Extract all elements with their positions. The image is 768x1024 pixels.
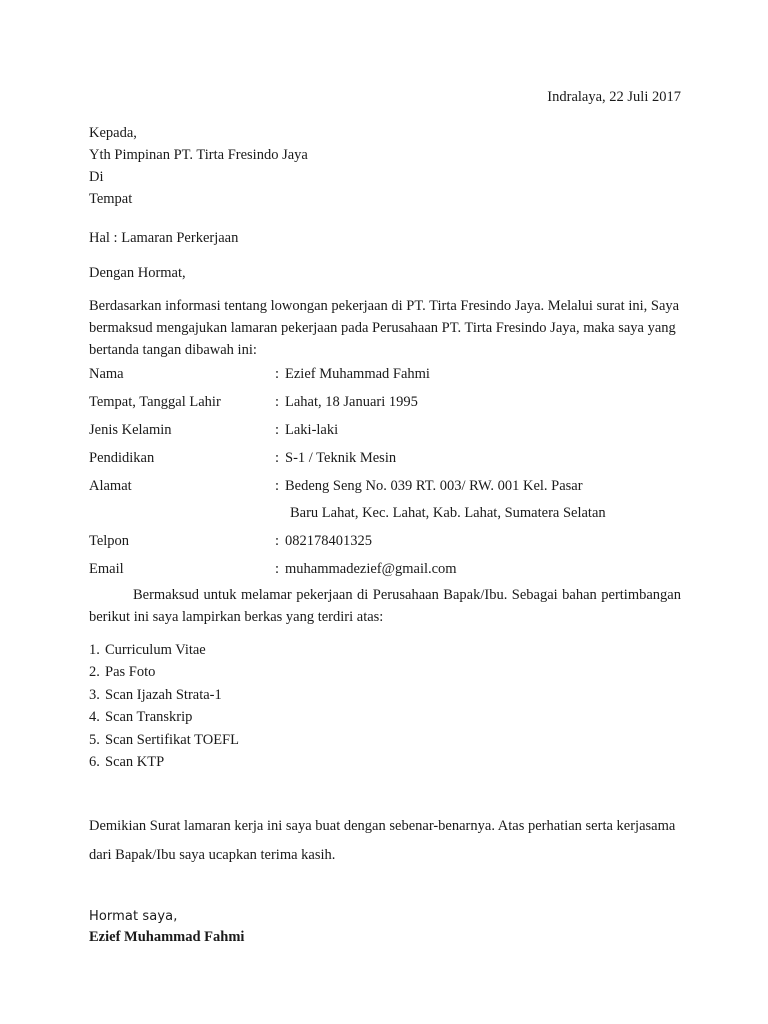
list-item-number: 1. — [89, 641, 100, 658]
list-item — [89, 706, 681, 728]
bio-label: Jenis Kelamin — [89, 421, 172, 438]
bio-label: Telpon — [89, 533, 130, 550]
recipient-block — [89, 122, 681, 210]
date-line: Indralaya, 22 Juli 2017 — [547, 89, 681, 105]
table-row — [89, 556, 681, 584]
purpose-paragraph — [89, 584, 681, 629]
intro-paragraph: Berdasarkan informasi tentang lowongan pekerjaan di PT. Tirta Fresindo Jaya. Melalui surat ini, Saya bermaksud mengajukan lamaran pekerjaan pada Perusahaan PT. Tirta Fresindo Jaya, maka saya yang bertanda tangan dibawah ini: — [89, 298, 680, 359]
bio-value: Laki-laki — [285, 421, 339, 438]
spacer-after-recipient — [89, 214, 681, 228]
spacer-before-signature — [89, 870, 681, 908]
list-item-label: Pas Foto — [105, 664, 156, 681]
list-item-label: Scan Sertifikat TOEFL — [105, 731, 239, 748]
bio-label: Nama — [89, 366, 124, 383]
bio-label: Email — [89, 561, 124, 578]
table-row — [89, 361, 681, 389]
recipient-line-2: Yth Pimpinan PT. Tirta Fresindo Jaya — [89, 146, 308, 163]
bio-value: S-1 / Teknik Mesin — [285, 449, 397, 466]
table-row — [89, 417, 681, 445]
bio-value: Lahat, 18 Januari 1995 — [285, 394, 418, 411]
bio-value: 082178401325 — [285, 533, 372, 550]
attachments-list — [89, 639, 681, 774]
list-item-number: 2. — [89, 664, 100, 681]
recipient-line-1: Kepada, — [89, 124, 137, 141]
applicant-details-table — [89, 361, 681, 584]
table-row — [89, 389, 681, 417]
address-line-1: Bedeng Seng No. 039 RT. 003/ RW. 001 Kel. Pasar — [285, 477, 583, 494]
address-line-2: Baru Lahat, Kec. Lahat, Kab. Lahat, Sumatera Selatan — [290, 505, 606, 522]
list-item-number: 6. — [89, 754, 100, 771]
bio-value: muhammadezief@gmail.com — [285, 561, 457, 578]
signature-regards: Hormat saya, — [89, 908, 178, 924]
list-item — [89, 684, 681, 706]
table-row — [89, 445, 681, 473]
subject-line: Hal : Lamaran Perkerjaan — [89, 229, 239, 246]
list-item — [89, 751, 681, 773]
table-row — [89, 528, 681, 556]
spacer-after-subject — [89, 249, 681, 263]
closing-paragraph: Demikian Surat lamaran kerja ini saya buat dengan sebenar-benarnya. Atas perhatian serta kerjasama dari Bapak/Ibu saya ucapkan terima kasih. — [89, 817, 676, 863]
bio-value — [285, 473, 681, 529]
bio-separator: : — [275, 449, 280, 466]
table-row — [89, 473, 681, 529]
list-item-label: Scan Transkrip — [105, 709, 193, 726]
bio-separator: : — [275, 561, 280, 578]
bio-separator: : — [275, 477, 280, 494]
purpose-paragraph-text: Bermaksud untuk melamar pekerjaan di Perusahaan Bapak/Ibu. Sebagai bahan pertimbangan berikut ini saya lampirkan berkas yang terdiri atas: — [89, 586, 681, 626]
bio-separator: : — [275, 394, 280, 411]
list-item — [89, 729, 681, 751]
list-item-number: 5. — [89, 731, 100, 748]
list-item-number: 4. — [89, 709, 100, 726]
spacer-before-attachments — [89, 629, 681, 639]
bio-label: Tempat, Tanggal Lahir — [89, 394, 221, 411]
list-item-number: 3. — [89, 686, 100, 703]
bio-value: Ezief Muhammad Fahmi — [285, 366, 430, 383]
list-item — [89, 661, 681, 683]
list-item — [89, 639, 681, 661]
bio-label: Alamat — [89, 477, 132, 494]
list-item-label: Scan KTP — [105, 754, 165, 771]
list-item-label: Curriculum Vitae — [105, 641, 206, 658]
letter-body — [89, 88, 681, 948]
bio-label: Pendidikan — [89, 449, 155, 466]
bio-separator: : — [275, 533, 280, 550]
signature-name: Ezief Muhammad Fahmi — [89, 928, 245, 945]
signature-block — [89, 908, 681, 948]
recipient-line-4: Tempat — [89, 190, 133, 207]
recipient-line-3: Di — [89, 168, 104, 185]
bio-separator: : — [275, 421, 280, 438]
spacer-before-closing — [89, 774, 681, 812]
list-item-label: Scan Ijazah Strata-1 — [105, 686, 222, 703]
bio-separator: : — [275, 366, 280, 383]
spacer-after-salutation — [89, 285, 681, 295]
salutation: Dengan Hormat, — [89, 265, 186, 282]
